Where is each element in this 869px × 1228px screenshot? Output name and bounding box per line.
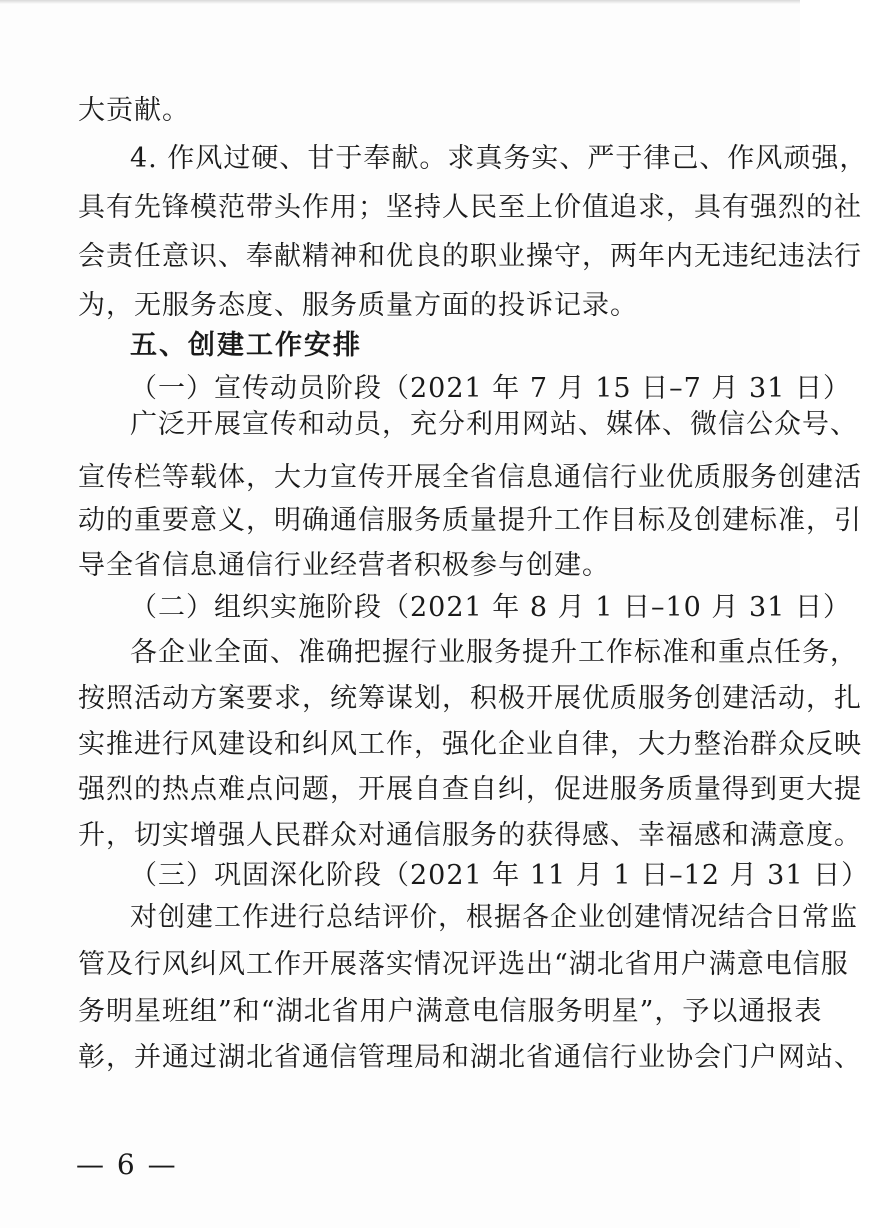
paragraph-line: 4. 作风过硬、甘于奉献。求真务实、严于律己、作风顽强， [130, 143, 868, 174]
page-number: — 6 — [76, 1148, 178, 1181]
paragraph-line: 按照活动方案要求，统筹谋划，积极开展优质服务创建活动，扎 [78, 683, 862, 714]
paragraph-line: 具有先锋模范带头作用；坚持人民至上价值追求，具有强烈的社 [78, 192, 862, 223]
subsection-heading: （二）组织实施阶段（2021 年 8 月 1 日–10 月 31 日） [130, 592, 851, 623]
paragraph-line: 大贡献。 [78, 95, 190, 126]
paragraph-line: 宣传栏等载体，大力宣传开展全省信息通信行业优质服务创建活 [78, 462, 862, 493]
section-heading: 五、创建工作安排 [130, 330, 362, 361]
paragraph-line: 对创建工作进行总结评价，根据各企业创建情况结合日常监 [130, 902, 858, 933]
paragraph-line: 动的重要意义，明确通信服务质量提升工作目标及创建标准，引 [78, 505, 862, 536]
paragraph-line: 会责任意识、奉献精神和优良的职业操守，两年内无违纪违法行 [78, 241, 862, 272]
paragraph-line: 管及行风纠风工作开展落实情况评选出“湖北省用户满意电信服 [78, 949, 849, 980]
subsection-heading: （三）巩固深化阶段（2021 年 11 月 1 日–12 月 31 日） [130, 860, 869, 891]
paragraph-line: 升，切实增强人民群众对通信服务的获得感、幸福感和满意度。 [78, 820, 862, 851]
paragraph-line: 各企业全面、准确把握行业服务提升工作标准和重点任务， [130, 637, 858, 668]
paragraph-line: 导全省信息通信行业经营者积极参与创建。 [78, 550, 610, 581]
subsection-heading: （一）宣传动员阶段（2021 年 7 月 15 日–7 月 31 日） [130, 373, 851, 404]
paragraph-line: 广泛开展宣传和动员，充分利用网站、媒体、微信公众号、 [130, 409, 858, 440]
page-top-edge [0, 0, 800, 4]
paragraph-line: 务明星班组”和“湖北省用户满意电信服务明星”，予以通报表 [78, 996, 823, 1027]
paragraph-line: 实推进行风建设和纠风工作，强化企业自律，大力整治群众反映 [78, 729, 862, 760]
paragraph-line: 为，无服务态度、服务质量方面的投诉记录。 [78, 290, 638, 321]
paragraph-line: 彰，并通过湖北省通信管理局和湖北省通信行业协会门户网站、 [78, 1042, 862, 1073]
paragraph-line: 强烈的热点难点问题，开展自查自纠，促进服务质量得到更大提 [78, 774, 862, 805]
